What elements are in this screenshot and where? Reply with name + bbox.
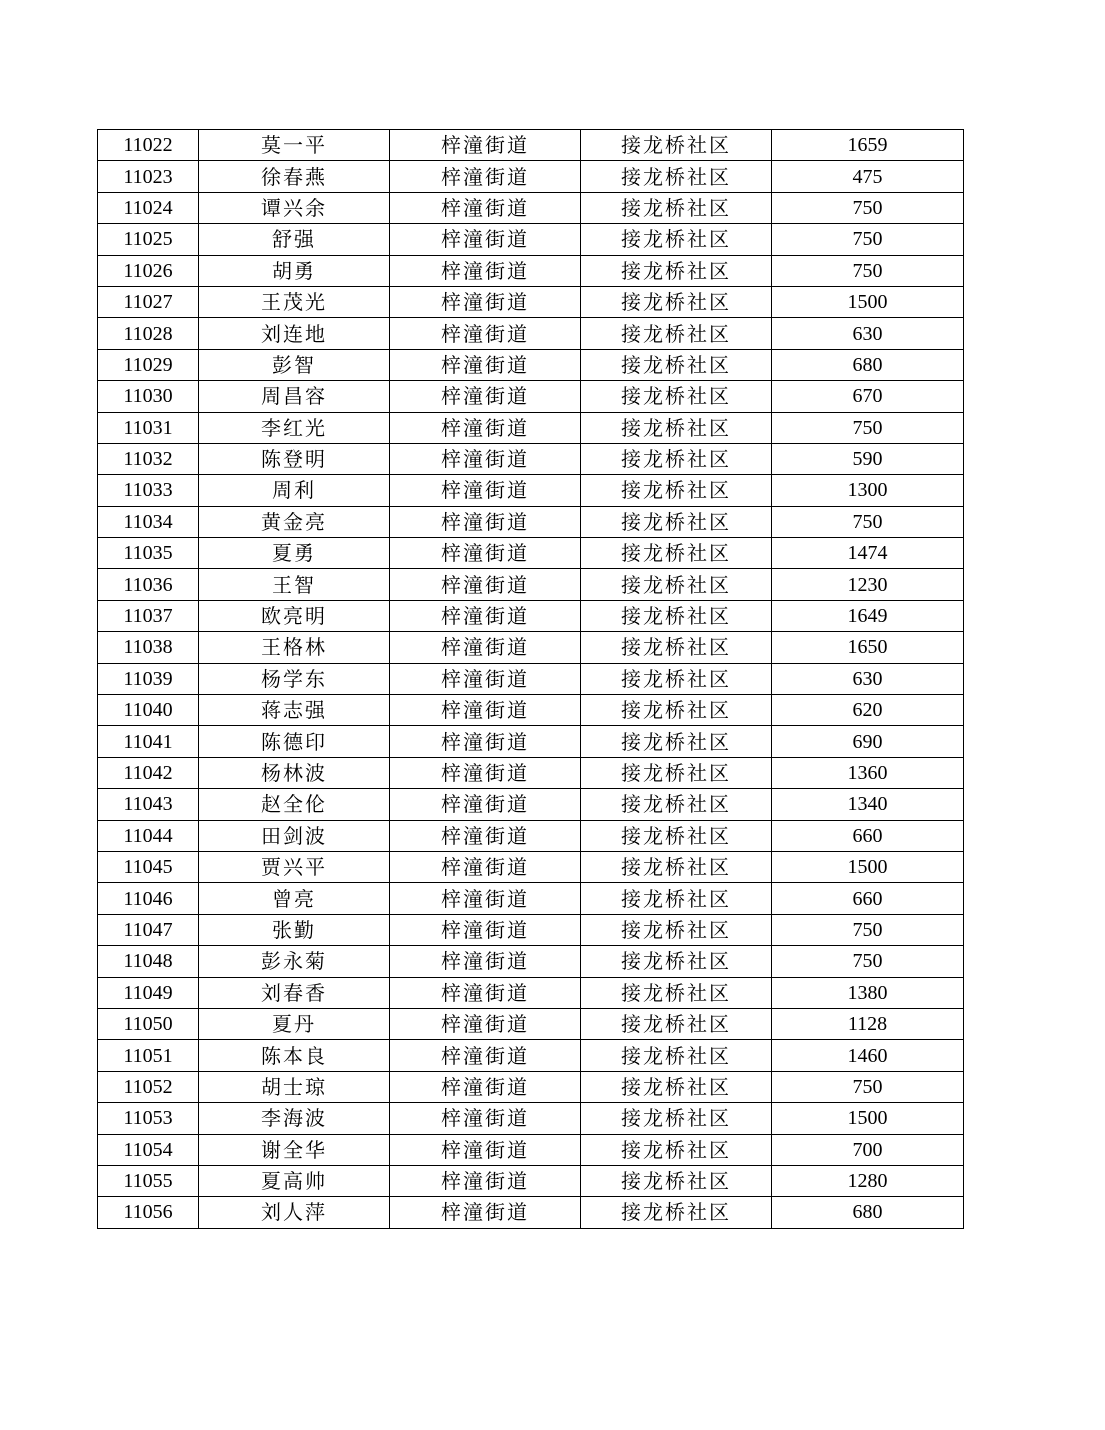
name-cell: 王智 — [199, 569, 390, 600]
community-cell: 接龙桥社区 — [581, 1040, 772, 1071]
street-cell: 梓潼街道 — [390, 1165, 581, 1196]
table-row — [98, 412, 964, 443]
street-cell: 梓潼街道 — [390, 1040, 581, 1071]
amount-cell: 690 — [772, 726, 964, 757]
amount-cell: 1649 — [772, 600, 964, 631]
community-cell: 接龙桥社区 — [581, 318, 772, 349]
name-cell: 刘连地 — [199, 318, 390, 349]
table-row — [98, 1197, 964, 1228]
id-cell: 11045 — [98, 851, 199, 882]
community-cell: 接龙桥社区 — [581, 1197, 772, 1228]
id-cell: 11053 — [98, 1103, 199, 1134]
amount-cell: 680 — [772, 1197, 964, 1228]
street-cell: 梓潼街道 — [390, 883, 581, 914]
amount-cell: 1500 — [772, 1103, 964, 1134]
table-row — [98, 381, 964, 412]
table-row — [98, 977, 964, 1008]
amount-cell: 1128 — [772, 1008, 964, 1039]
table-row — [98, 632, 964, 663]
community-cell: 接龙桥社区 — [581, 192, 772, 223]
name-cell: 王茂光 — [199, 286, 390, 317]
roster-table-body — [98, 130, 964, 1229]
street-cell: 梓潼街道 — [390, 349, 581, 380]
amount-cell: 1474 — [772, 538, 964, 569]
community-cell: 接龙桥社区 — [581, 695, 772, 726]
community-cell: 接龙桥社区 — [581, 726, 772, 757]
amount-cell: 1340 — [772, 789, 964, 820]
amount-cell: 1500 — [772, 851, 964, 882]
street-cell: 梓潼街道 — [390, 381, 581, 412]
street-cell: 梓潼街道 — [390, 412, 581, 443]
community-cell: 接龙桥社区 — [581, 820, 772, 851]
id-cell: 11023 — [98, 161, 199, 192]
community-cell: 接龙桥社区 — [581, 1071, 772, 1102]
amount-cell: 750 — [772, 506, 964, 537]
name-cell: 彭智 — [199, 349, 390, 380]
id-cell: 11035 — [98, 538, 199, 569]
street-cell: 梓潼街道 — [390, 130, 581, 161]
amount-cell: 750 — [772, 412, 964, 443]
name-cell: 李红光 — [199, 412, 390, 443]
amount-cell: 1380 — [772, 977, 964, 1008]
table-row — [98, 820, 964, 851]
name-cell: 田剑波 — [199, 820, 390, 851]
street-cell: 梓潼街道 — [390, 506, 581, 537]
community-cell: 接龙桥社区 — [581, 569, 772, 600]
community-cell: 接龙桥社区 — [581, 977, 772, 1008]
amount-cell: 1300 — [772, 475, 964, 506]
name-cell: 陈登明 — [199, 443, 390, 474]
name-cell: 周昌容 — [199, 381, 390, 412]
street-cell: 梓潼街道 — [390, 632, 581, 663]
id-cell: 11036 — [98, 569, 199, 600]
name-cell: 欧亮明 — [199, 600, 390, 631]
table-row — [98, 192, 964, 223]
amount-cell: 630 — [772, 663, 964, 694]
street-cell: 梓潼街道 — [390, 569, 581, 600]
community-cell: 接龙桥社区 — [581, 412, 772, 443]
amount-cell: 1360 — [772, 757, 964, 788]
id-cell: 11024 — [98, 192, 199, 223]
table-row — [98, 600, 964, 631]
amount-cell: 750 — [772, 946, 964, 977]
id-cell: 11040 — [98, 695, 199, 726]
amount-cell: 660 — [772, 820, 964, 851]
table-row — [98, 569, 964, 600]
id-cell: 11042 — [98, 757, 199, 788]
street-cell: 梓潼街道 — [390, 1071, 581, 1102]
street-cell: 梓潼街道 — [390, 1197, 581, 1228]
table-row — [98, 506, 964, 537]
street-cell: 梓潼街道 — [390, 255, 581, 286]
table-row — [98, 255, 964, 286]
id-cell: 11056 — [98, 1197, 199, 1228]
table-row — [98, 1040, 964, 1071]
id-cell: 11039 — [98, 663, 199, 694]
name-cell: 徐春燕 — [199, 161, 390, 192]
community-cell: 接龙桥社区 — [581, 443, 772, 474]
name-cell: 胡勇 — [199, 255, 390, 286]
amount-cell: 1460 — [772, 1040, 964, 1071]
table-row — [98, 286, 964, 317]
community-cell: 接龙桥社区 — [581, 1165, 772, 1196]
name-cell: 杨林波 — [199, 757, 390, 788]
name-cell: 谢全华 — [199, 1134, 390, 1165]
amount-cell: 1650 — [772, 632, 964, 663]
street-cell: 梓潼街道 — [390, 1008, 581, 1039]
id-cell: 11049 — [98, 977, 199, 1008]
id-cell: 11052 — [98, 1071, 199, 1102]
amount-cell: 700 — [772, 1134, 964, 1165]
table-row — [98, 318, 964, 349]
street-cell: 梓潼街道 — [390, 726, 581, 757]
community-cell: 接龙桥社区 — [581, 286, 772, 317]
amount-cell: 750 — [772, 224, 964, 255]
id-cell: 11030 — [98, 381, 199, 412]
id-cell: 11037 — [98, 600, 199, 631]
name-cell: 蒋志强 — [199, 695, 390, 726]
table-row — [98, 1071, 964, 1102]
id-cell: 11028 — [98, 318, 199, 349]
community-cell: 接龙桥社区 — [581, 663, 772, 694]
street-cell: 梓潼街道 — [390, 820, 581, 851]
name-cell: 黄金亮 — [199, 506, 390, 537]
table-row — [98, 349, 964, 380]
id-cell: 11033 — [98, 475, 199, 506]
street-cell: 梓潼街道 — [390, 914, 581, 945]
id-cell: 11032 — [98, 443, 199, 474]
table-row — [98, 1103, 964, 1134]
amount-cell: 620 — [772, 695, 964, 726]
community-cell: 接龙桥社区 — [581, 224, 772, 255]
amount-cell: 660 — [772, 883, 964, 914]
street-cell: 梓潼街道 — [390, 318, 581, 349]
amount-cell: 750 — [772, 1071, 964, 1102]
table-row — [98, 726, 964, 757]
community-cell: 接龙桥社区 — [581, 632, 772, 663]
id-cell: 11022 — [98, 130, 199, 161]
id-cell: 11044 — [98, 820, 199, 851]
amount-cell: 750 — [772, 914, 964, 945]
id-cell: 11055 — [98, 1165, 199, 1196]
amount-cell: 1659 — [772, 130, 964, 161]
name-cell: 夏高帅 — [199, 1165, 390, 1196]
street-cell: 梓潼街道 — [390, 977, 581, 1008]
id-cell: 11029 — [98, 349, 199, 380]
name-cell: 舒强 — [199, 224, 390, 255]
name-cell: 陈德印 — [199, 726, 390, 757]
amount-cell: 1230 — [772, 569, 964, 600]
street-cell: 梓潼街道 — [390, 663, 581, 694]
table-row — [98, 443, 964, 474]
street-cell: 梓潼街道 — [390, 789, 581, 820]
id-cell: 11050 — [98, 1008, 199, 1039]
table-row — [98, 224, 964, 255]
id-cell: 11038 — [98, 632, 199, 663]
street-cell: 梓潼街道 — [390, 695, 581, 726]
name-cell: 杨学东 — [199, 663, 390, 694]
street-cell: 梓潼街道 — [390, 1103, 581, 1134]
table-row — [98, 1008, 964, 1039]
id-cell: 11051 — [98, 1040, 199, 1071]
name-cell: 王格林 — [199, 632, 390, 663]
community-cell: 接龙桥社区 — [581, 381, 772, 412]
amount-cell: 1500 — [772, 286, 964, 317]
name-cell: 陈本良 — [199, 1040, 390, 1071]
table-row — [98, 789, 964, 820]
id-cell: 11054 — [98, 1134, 199, 1165]
table-row — [98, 538, 964, 569]
street-cell: 梓潼街道 — [390, 946, 581, 977]
table-row — [98, 663, 964, 694]
community-cell: 接龙桥社区 — [581, 883, 772, 914]
street-cell: 梓潼街道 — [390, 286, 581, 317]
id-cell: 11043 — [98, 789, 199, 820]
table-row — [98, 130, 964, 161]
community-cell: 接龙桥社区 — [581, 757, 772, 788]
table-row — [98, 757, 964, 788]
street-cell: 梓潼街道 — [390, 538, 581, 569]
amount-cell: 1280 — [772, 1165, 964, 1196]
street-cell: 梓潼街道 — [390, 475, 581, 506]
name-cell: 周利 — [199, 475, 390, 506]
table-row — [98, 475, 964, 506]
community-cell: 接龙桥社区 — [581, 1134, 772, 1165]
community-cell: 接龙桥社区 — [581, 600, 772, 631]
community-cell: 接龙桥社区 — [581, 1008, 772, 1039]
name-cell: 谭兴余 — [199, 192, 390, 223]
amount-cell: 750 — [772, 192, 964, 223]
table-row — [98, 161, 964, 192]
street-cell: 梓潼街道 — [390, 192, 581, 223]
street-cell: 梓潼街道 — [390, 600, 581, 631]
id-cell: 11031 — [98, 412, 199, 443]
id-cell: 11046 — [98, 883, 199, 914]
street-cell: 梓潼街道 — [390, 443, 581, 474]
community-cell: 接龙桥社区 — [581, 1103, 772, 1134]
amount-cell: 590 — [772, 443, 964, 474]
amount-cell: 670 — [772, 381, 964, 412]
id-cell: 11026 — [98, 255, 199, 286]
table-row — [98, 1165, 964, 1196]
community-cell: 接龙桥社区 — [581, 161, 772, 192]
name-cell: 刘春香 — [199, 977, 390, 1008]
community-cell: 接龙桥社区 — [581, 914, 772, 945]
street-cell: 梓潼街道 — [390, 161, 581, 192]
table-row — [98, 851, 964, 882]
street-cell: 梓潼街道 — [390, 224, 581, 255]
id-cell: 11048 — [98, 946, 199, 977]
street-cell: 梓潼街道 — [390, 757, 581, 788]
name-cell: 李海波 — [199, 1103, 390, 1134]
community-cell: 接龙桥社区 — [581, 538, 772, 569]
name-cell: 彭永菊 — [199, 946, 390, 977]
id-cell: 11034 — [98, 506, 199, 537]
id-cell: 11041 — [98, 726, 199, 757]
community-cell: 接龙桥社区 — [581, 946, 772, 977]
name-cell: 胡士琼 — [199, 1071, 390, 1102]
name-cell: 曾亮 — [199, 883, 390, 914]
amount-cell: 475 — [772, 161, 964, 192]
name-cell: 贾兴平 — [199, 851, 390, 882]
table-row — [98, 914, 964, 945]
table-row — [98, 946, 964, 977]
table-row — [98, 695, 964, 726]
community-cell: 接龙桥社区 — [581, 851, 772, 882]
community-cell: 接龙桥社区 — [581, 349, 772, 380]
name-cell: 张勤 — [199, 914, 390, 945]
community-cell: 接龙桥社区 — [581, 506, 772, 537]
street-cell: 梓潼街道 — [390, 851, 581, 882]
amount-cell: 630 — [772, 318, 964, 349]
community-cell: 接龙桥社区 — [581, 475, 772, 506]
street-cell: 梓潼街道 — [390, 1134, 581, 1165]
id-cell: 11047 — [98, 914, 199, 945]
name-cell: 夏勇 — [199, 538, 390, 569]
name-cell: 刘人萍 — [199, 1197, 390, 1228]
name-cell: 莫一平 — [199, 130, 390, 161]
roster-table — [97, 129, 964, 1229]
amount-cell: 680 — [772, 349, 964, 380]
name-cell: 赵全伦 — [199, 789, 390, 820]
community-cell: 接龙桥社区 — [581, 130, 772, 161]
amount-cell: 750 — [772, 255, 964, 286]
table-row — [98, 883, 964, 914]
id-cell: 11027 — [98, 286, 199, 317]
community-cell: 接龙桥社区 — [581, 255, 772, 286]
table-row — [98, 1134, 964, 1165]
community-cell: 接龙桥社区 — [581, 789, 772, 820]
name-cell: 夏丹 — [199, 1008, 390, 1039]
id-cell: 11025 — [98, 224, 199, 255]
